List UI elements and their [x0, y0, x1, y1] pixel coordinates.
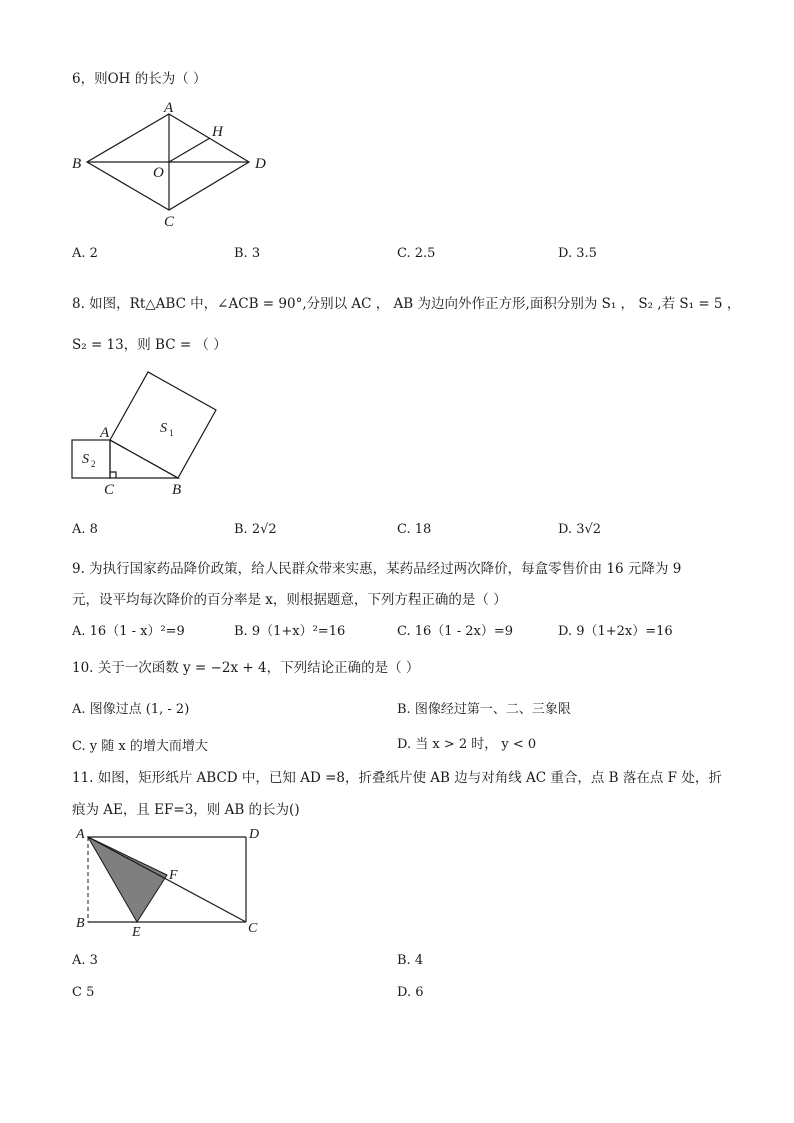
q7-rhombus-figure: [60, 96, 290, 232]
q9-stem-line2: 元，设平均每次降价的百分率是 x，则根据题意，下列方程正确的是（ ）: [72, 592, 507, 608]
q8-stem-line2: S₂ = 13，则 BC = （ ）: [72, 337, 227, 353]
q9-option-d[interactable]: D. 9（1+2x）=16: [558, 624, 673, 639]
q7-option-b[interactable]: B. 3: [234, 246, 261, 261]
q9-option-a[interactable]: A. 16（1 - x）²=9: [72, 624, 185, 639]
q9-stem-line1: 9. 为执行国家药品降价政策，给人民群众带来实惠，某药品经过两次降价，每盒零售价由 16 元降为 9: [72, 561, 682, 577]
label-D: D: [255, 156, 266, 172]
label-B: B: [72, 156, 82, 172]
q8-option-d[interactable]: D. 3√2: [558, 522, 602, 537]
label-S2: S: [82, 452, 89, 467]
label-F: F: [169, 868, 178, 883]
q11-rectangle-figure: [66, 822, 276, 940]
label-A: A: [76, 827, 85, 842]
q8-option-a[interactable]: A. 8: [72, 522, 98, 537]
label-O: O: [153, 165, 164, 181]
label-C: C: [104, 482, 115, 498]
label-C: C: [248, 921, 258, 936]
q11-option-c[interactable]: C 5: [72, 985, 95, 1000]
q10-stem: 10. 关于一次函数 y = −2x + 4，下列结论正确的是（ ）: [72, 660, 420, 676]
q7-option-c[interactable]: C. 2.5: [397, 246, 436, 261]
q9-option-c[interactable]: C. 16（1 - 2x）=9: [397, 624, 513, 639]
q8-option-c[interactable]: C. 18: [397, 522, 432, 537]
q10-option-a[interactable]: A. 图像过点 (1, - 2): [72, 702, 190, 717]
label-S1-sub: 1: [169, 428, 174, 438]
q10-option-b[interactable]: B. 图像经过第一、二、三象限: [397, 702, 571, 717]
label-D: D: [249, 827, 260, 842]
label-B: B: [172, 482, 182, 498]
label-E: E: [132, 925, 141, 940]
label-H: H: [212, 124, 223, 140]
label-A: A: [164, 100, 174, 116]
label-S1: S: [160, 421, 167, 436]
q7-stem: 6，则OH 的长为（ ）: [72, 71, 207, 87]
label-C: C: [164, 214, 175, 230]
q11-option-b[interactable]: B. 4: [397, 953, 424, 968]
q11-option-a[interactable]: A. 3: [72, 953, 98, 968]
q11-stem-line2: 痕为 AE，且 EF=3，则 AB 的长为(): [72, 802, 300, 818]
q10-option-c[interactable]: C. y 随 x 的增大而增大: [72, 739, 208, 754]
q9-option-b[interactable]: B. 9（1+x）²=16: [234, 624, 346, 639]
q8-squares-figure: [60, 364, 240, 499]
q8-option-b[interactable]: B. 2√2: [234, 522, 277, 537]
label-A: A: [100, 425, 110, 441]
q11-stem-line1: 11. 如图，矩形纸片 ABCD 中，已知 AD =8，折叠纸片使 AB 边与对角线 AC 重合，点 B 落在点 F 处，折: [72, 770, 722, 786]
q10-option-d[interactable]: D. 当 x > 2 时， y < 0: [397, 737, 537, 752]
label-S2-sub: 2: [91, 459, 96, 469]
q7-option-d[interactable]: D. 3.5: [558, 246, 597, 261]
q8-stem-line1: 8. 如图，Rt△ABC 中，∠ACB = 90°,分别以 AC ， AB 为边向外作正方形,面积分别为 S₁ ， S₂ ,若 S₁ = 5 ，: [72, 296, 741, 312]
q7-option-a[interactable]: A. 2: [72, 246, 98, 261]
q11-option-d[interactable]: D. 6: [397, 985, 424, 1000]
label-B: B: [76, 916, 85, 931]
